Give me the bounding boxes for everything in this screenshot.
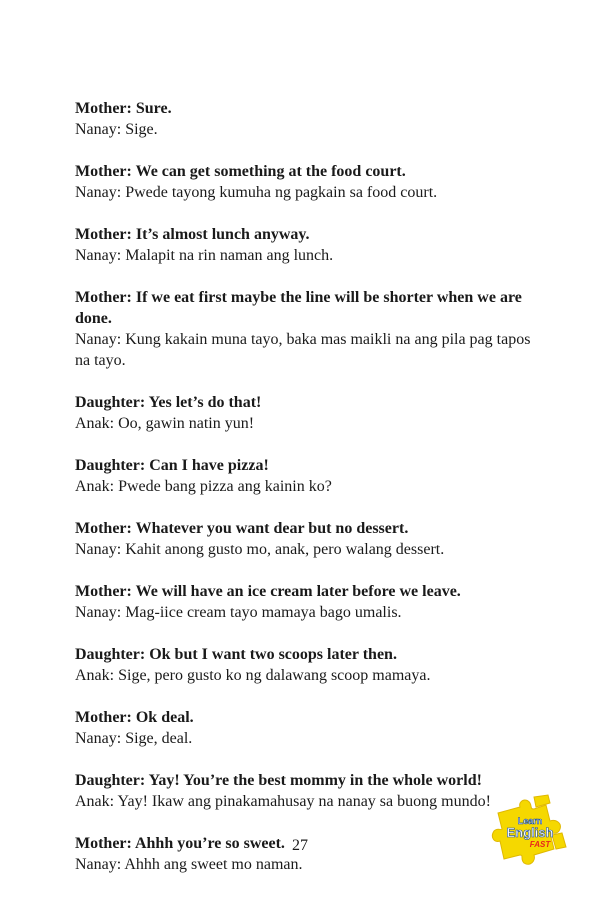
tagalog-line: Nanay: Pwede tayong kumuha ng pagkain sa food court. <box>75 184 438 201</box>
tagalog-line: Nanay: Ahhh ang sweet mo naman. <box>75 856 303 873</box>
dialogue-entry <box>75 161 545 203</box>
dialogue-entry <box>75 518 545 560</box>
dialogue-entry <box>75 392 545 434</box>
dialogue-entry <box>75 770 545 812</box>
dialogue-entry <box>75 644 545 686</box>
dialogue-entry <box>75 98 545 140</box>
svg-text:English: English <box>506 825 554 840</box>
tagalog-line: Anak: Sige, pero gusto ko ng dalawang scoop mamaya. <box>75 667 431 684</box>
tagalog-line: Nanay: Sige, deal. <box>75 730 193 747</box>
english-line: Daughter: Yes let’s do that! <box>75 394 262 411</box>
svg-text:FAST: FAST <box>529 840 551 849</box>
learn-english-fast-logo <box>490 791 570 871</box>
tagalog-line: Nanay: Kahit anong gusto mo, anak, pero walang dessert. <box>75 541 445 558</box>
tagalog-line: Nanay: Kung kakain muna tayo, baka mas maikli na ang pila pag tapos na tayo. <box>75 331 531 369</box>
english-line: Daughter: Ok but I want two scoops later then. <box>75 646 397 663</box>
english-line: Mother: Ok deal. <box>75 709 194 726</box>
english-line: Daughter: Can I have pizza! <box>75 457 269 474</box>
english-line: Mother: It’s almost lunch anyway. <box>75 226 310 243</box>
dialogue-entry <box>75 287 545 371</box>
tagalog-line: Nanay: Malapit na rin naman ang lunch. <box>75 247 334 264</box>
english-line: Mother: We will have an ice cream later before we leave. <box>75 583 461 600</box>
english-line: Mother: If we eat first maybe the line will be shorter when we are done. <box>75 289 522 327</box>
dialogue-page <box>75 98 545 896</box>
tagalog-line: Nanay: Sige. <box>75 121 158 138</box>
dialogue-entry <box>75 224 545 266</box>
dialogue-entry <box>75 707 545 749</box>
dialogue-entry <box>75 455 545 497</box>
dialogue-entry <box>75 581 545 623</box>
english-line: Mother: Ahhh you’re so sweet. <box>75 835 285 852</box>
puzzle-logo-icon <box>490 791 570 871</box>
page-number: 27 <box>292 837 308 854</box>
english-line: Mother: Sure. <box>75 100 172 117</box>
tagalog-line: Anak: Yay! Ikaw ang pinakamahusay na nanay sa buong mundo! <box>75 793 491 810</box>
svg-text:Learn: Learn <box>517 816 543 826</box>
tagalog-line: Anak: Oo, gawin natin yun! <box>75 415 255 432</box>
tagalog-line: Anak: Pwede bang pizza ang kainin ko? <box>75 478 332 495</box>
english-line: Daughter: Yay! You’re the best mommy in the whole world! <box>75 772 482 789</box>
tagalog-line: Nanay: Mag-iice cream tayo mamaya bago umalis. <box>75 604 402 621</box>
english-line: Mother: We can get something at the food court. <box>75 163 406 180</box>
english-line: Mother: Whatever you want dear but no dessert. <box>75 520 409 537</box>
